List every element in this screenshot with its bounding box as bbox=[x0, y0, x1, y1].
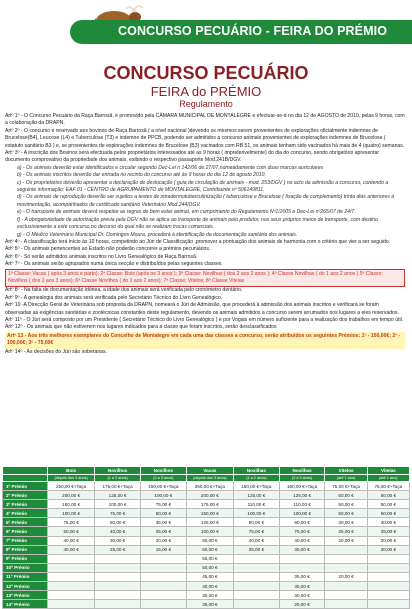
table-cell: 100,00 € bbox=[140, 491, 186, 500]
column-header: Vitelos bbox=[325, 467, 367, 475]
column-subheader: (2 a 3 anos) bbox=[279, 475, 325, 482]
table-cell: 40,00 € bbox=[48, 545, 95, 554]
table-cell: 30,00 € bbox=[279, 591, 325, 600]
article: Artº 5º - Os animais pertencentes ao Estado não poderão concorrer a prémios pecuniários. bbox=[5, 246, 211, 253]
article: Artº 4º - A classificação terá início às 10 horas, competindo ao Júri de Classificação ,promover a pontuação dos animais de harmonia com o critério que vier a ser seguido. bbox=[5, 238, 391, 245]
article: Artº 7º - Os animais serão agrupados numa única secção e distribuídos pelas seguintes classes. bbox=[5, 261, 223, 268]
table-cell bbox=[325, 600, 367, 609]
table-cell bbox=[48, 572, 95, 581]
article: Artº 9º - A genealogia dos animais será verificada pelo Secretário Técnico do Livro Genealógico. bbox=[5, 294, 223, 301]
column-header: Novilhos bbox=[95, 467, 141, 475]
table-cell: 55,00 € bbox=[186, 554, 233, 563]
article: Artº 11º - O Júri será composto por um Presidente ( Secretário Técnico do Livro Genealógico ) e por Vogais em número suficiente para a realização dos trabalhos em tempo útil. bbox=[5, 316, 404, 323]
table-cell bbox=[95, 582, 141, 591]
table-cell: 50,00 € bbox=[325, 509, 367, 518]
table-cell bbox=[48, 554, 95, 563]
table-cell bbox=[95, 572, 141, 581]
table-cell bbox=[48, 563, 95, 572]
table-cell: 110,00 € bbox=[233, 500, 279, 509]
table-cell bbox=[325, 582, 367, 591]
column-subheader: (2 a 3 anos) bbox=[140, 475, 186, 482]
sub-item: a) - Os animais deverão estar identificados e circular segundo Dec-Lei n 142/06 de 27/07,nomeadamente com duas marcas auriculares bbox=[17, 164, 324, 171]
table-cell: 25,00 € bbox=[140, 527, 186, 536]
table-cell: 150,00 €+Taça bbox=[233, 482, 279, 491]
table-cell: 200,00 € bbox=[48, 491, 95, 500]
table-cell bbox=[95, 563, 141, 572]
table-row bbox=[3, 482, 410, 491]
table-corner bbox=[3, 475, 48, 482]
table-cell: 175,00 €+Taça bbox=[95, 482, 141, 491]
table-cell: 35,00 € bbox=[233, 545, 279, 554]
table-corner bbox=[3, 467, 48, 475]
table-cell bbox=[367, 554, 409, 563]
column-header: Novilhos bbox=[140, 467, 186, 475]
table-cell: 50,00 € bbox=[140, 509, 186, 518]
table-cell: 125,00 € bbox=[186, 518, 233, 527]
column-header: Vitelas bbox=[367, 467, 409, 475]
table-cell bbox=[233, 600, 279, 609]
table-cell: 110,00 € bbox=[279, 500, 325, 509]
table-row bbox=[3, 518, 410, 527]
page-subtitle: FEIRA do PRÉMIO bbox=[150, 84, 262, 99]
table-cell: 100,00 € bbox=[233, 509, 279, 518]
table-cell: 30,00 € bbox=[95, 536, 141, 545]
table-cell: 150,00 € bbox=[48, 500, 95, 509]
table-row bbox=[3, 582, 410, 591]
table-cell bbox=[367, 572, 409, 581]
table-cell: 40,00 € bbox=[233, 536, 279, 545]
table-cell: 100,00 € bbox=[279, 509, 325, 518]
table-row bbox=[3, 509, 410, 518]
row-label: 3º Prémio bbox=[3, 500, 48, 509]
table-cell: 50,00 € bbox=[186, 563, 233, 572]
row-label: 2º Prémio bbox=[3, 491, 48, 500]
sub-item: d) - Os animais de reprodução deverão ser sujeitos a testes de intradermotuberculinização ( tuberculose e Brucelose ( fixação de complemento) trinta dias anteriores à movimentação, acompanhados de certificado sanitário Veterinário Mod.244/DGV. bbox=[17, 194, 395, 208]
row-label: 13º Prémio bbox=[3, 591, 48, 600]
column-subheader: (até 1 ano) bbox=[367, 475, 409, 482]
row-label: 7º Prémio bbox=[3, 536, 48, 545]
table-cell: 50,00 € bbox=[325, 500, 367, 509]
prize-article: Artº 13 - Aos três melhores exemplares do Concelho de Montalegre em cada uma das classes a concurso, serão atribuídos os seguintes Prémios: 1º - 150,00€; 2º - 100,00€; 3º - 75,00€ bbox=[5, 332, 405, 349]
table-cell: 200,00 € bbox=[186, 491, 233, 500]
column-header: Novilhas bbox=[233, 467, 279, 475]
row-label: 1º Prémio bbox=[3, 482, 48, 491]
table-cell: 75,00 € bbox=[95, 509, 141, 518]
sub-item: e) - O transporte de animais deverá respeitar as regras de bem estar animal, em cumprimento do Regulamento Nº1/2005 e Dec-Lei nº265/07 de 24/7. bbox=[17, 209, 356, 216]
table-cell: 25,00 € bbox=[279, 600, 325, 609]
header-banner bbox=[0, 0, 412, 48]
row-label: 10º Prémio bbox=[3, 563, 48, 572]
row-label: 8º Prémio bbox=[3, 545, 48, 554]
sub-item: g) - O Médico Veterinário Municipal Dr. Domingos Moura, procederá à identificação da documentação sanitária dos animais. bbox=[17, 231, 298, 238]
table-cell: 75,00 €+Taça bbox=[325, 482, 367, 491]
table-cell: 20,00 € bbox=[140, 536, 186, 545]
table-cell: 60,00 € bbox=[367, 491, 409, 500]
table-cell: 75,00 € bbox=[48, 518, 95, 527]
column-header: Novilhas bbox=[279, 467, 325, 475]
article: Artº 1º - O Concurso Pecuário da Raça Barrosã, é promovido pela CÂMARA MUNICIPAL DE MONTALEGRE e efectuar-se-á no dia 12 de AGOSTO de 2010, pelas 9 horas, com a colaboração da DRAPN. bbox=[5, 113, 405, 127]
table-cell bbox=[233, 591, 279, 600]
banner-title: CONCURSO PECUÁRIO - FEIRA DO PRÉMIO bbox=[118, 24, 388, 38]
table-cell: 160,00 €+Taça bbox=[279, 482, 325, 491]
column-header: Vacas bbox=[186, 467, 233, 475]
sub-item: f) - A obrigatoriedade de autorização prévia pela DGV não se aplica ao transporte de animais pelo produtor, nos seus próprios meios de transporte, com destino exclusivamente a este concurso,no decurso do qual não se realizam trocas comerciais. bbox=[17, 216, 378, 231]
table-cell: 25,00 € bbox=[367, 527, 409, 536]
table-cell: 35,00 € bbox=[279, 545, 325, 554]
row-label: 12º Prémio bbox=[3, 582, 48, 591]
table-row bbox=[3, 545, 410, 554]
table-cell: 100,00 € bbox=[48, 509, 95, 518]
row-label: 5º Prémio bbox=[3, 518, 48, 527]
column-subheader: (depois dos 3 anos) bbox=[48, 475, 95, 482]
table-cell: 25,00 € bbox=[325, 527, 367, 536]
table-cell: 50,00 € bbox=[95, 518, 141, 527]
article: Artº 10 -A Direcção Geral de Veterinária sob proposta da DRAPN, nomeará o Júri de Admissão, que procederá à admissão dos animais inscritos e verificará se foram observadas as exigências sanitárias e zootécnicas constantes deste regulamento, devendo os animais admitidos a concurso serem arrumados nos lugares a eles reservados. bbox=[5, 302, 399, 316]
table-cell: 75,00 €+Taça bbox=[367, 482, 409, 491]
table-cell: 40,00 € bbox=[279, 536, 325, 545]
table-cell: 60,00 € bbox=[325, 491, 367, 500]
table-cell: 250,00 €+Taça bbox=[48, 482, 95, 491]
table-cell bbox=[140, 554, 186, 563]
table-row bbox=[3, 527, 410, 536]
article: Artº 14º - As decisões do Júri são soberanas. bbox=[5, 348, 107, 355]
table-cell: 75,00 € bbox=[233, 527, 279, 536]
table-cell bbox=[48, 582, 95, 591]
section-title: Regulamento bbox=[179, 99, 233, 109]
table-cell bbox=[367, 563, 409, 572]
table-cell bbox=[140, 572, 186, 581]
table-cell: 100,00 € bbox=[95, 500, 141, 509]
article: Artº 3º - A inscrição dos Bovinos será efectuada pelos proprietários interessados até as 9 horas ( impreterivelmente) do dia do concurso, sendo obrigatório apresentar documento comprovativo da propriedade dos animais, exibindo o respectivo passaporte Mod.241B/DGV. bbox=[5, 150, 380, 164]
row-label: 6º Prémio bbox=[3, 527, 48, 536]
table-cell: 125,00 € bbox=[233, 491, 279, 500]
table-cell: 40,00 € bbox=[48, 536, 95, 545]
classes-box: 1ª Classe: Vacas ( após 3 anos e parto); 2ª Classe: Bois (após os 3 anos ); 3ª Classe: Novilhas ( dos 2 aos 3 anos ); 4ª Classe Novilhas ( do 1 aos 2 anos ) 5ª Classe: Novilhos ( dos 2 aos 3 anos); 6ª Classe Novilhos ( do 1 aos 2 anos); 7ª Classe: Vitelos; 8ª Classe Vitelas bbox=[5, 269, 405, 288]
table-cell: 50,00 € bbox=[48, 527, 95, 536]
table-cell bbox=[233, 554, 279, 563]
row-label: 4º Prémio bbox=[3, 509, 48, 518]
column-subheader: (1 a 2 anos) bbox=[233, 475, 279, 482]
table-cell: 75,00 € bbox=[140, 500, 186, 509]
table-cell bbox=[325, 563, 367, 572]
table-cell: 30,00 € bbox=[367, 518, 409, 527]
column-subheader: (até 1 ano) bbox=[325, 475, 367, 482]
table-cell: 20,00 € bbox=[367, 545, 409, 554]
table-cell bbox=[140, 591, 186, 600]
table-cell: 75,00 € bbox=[279, 527, 325, 536]
table-cell: 50,00 € bbox=[367, 509, 409, 518]
table-cell: 30,00 € bbox=[325, 518, 367, 527]
table-cell: 35,00 € bbox=[140, 518, 186, 527]
table-cell: 35,00 € bbox=[279, 572, 325, 581]
table-cell: 50,00 € bbox=[367, 500, 409, 509]
table-cell bbox=[325, 545, 367, 554]
table-cell: 25,00 € bbox=[186, 600, 233, 609]
article: Artº 6º - Só serão admitidos animais inscritos no Livro Genealógico de Raça Barrosã. bbox=[5, 253, 198, 260]
table-cell bbox=[325, 554, 367, 563]
table-cell bbox=[367, 600, 409, 609]
table-row bbox=[3, 563, 410, 572]
table-cell: 90,00 € bbox=[233, 518, 279, 527]
table-cell: 60,00 € bbox=[186, 545, 233, 554]
table-row bbox=[3, 572, 410, 581]
table-cell: 175,00 € bbox=[186, 500, 233, 509]
table-cell: 150,00 €+Taça bbox=[140, 482, 186, 491]
table-cell bbox=[279, 563, 325, 572]
table-cell bbox=[48, 591, 95, 600]
table-header-row bbox=[3, 467, 410, 475]
table-cell: 100,00 € bbox=[186, 527, 233, 536]
table-cell: 45,00 € bbox=[186, 572, 233, 581]
table-cell: 20,00 € bbox=[325, 536, 367, 545]
table-cell bbox=[279, 554, 325, 563]
table-row bbox=[3, 554, 410, 563]
table-cell bbox=[140, 563, 186, 572]
table-cell: 30,00 € bbox=[186, 591, 233, 600]
table-row bbox=[3, 491, 410, 500]
table-row bbox=[3, 591, 410, 600]
row-label: 9º Prémio bbox=[3, 554, 48, 563]
table-cell bbox=[325, 591, 367, 600]
table-row bbox=[3, 500, 410, 509]
table-cell bbox=[95, 591, 141, 600]
table-cell: 40,00 € bbox=[186, 582, 233, 591]
table-cell: 125,00 € bbox=[279, 491, 325, 500]
table-cell: 20,00 € bbox=[325, 572, 367, 581]
table-cell bbox=[233, 582, 279, 591]
table-cell: 65,00 € bbox=[186, 536, 233, 545]
table-cell: 20,00 € bbox=[367, 536, 409, 545]
page-title: CONCURSO PECUÁRIO bbox=[103, 63, 309, 83]
table-cell: 25,00 € bbox=[95, 545, 141, 554]
table-cell bbox=[233, 563, 279, 572]
table-cell bbox=[48, 600, 95, 609]
sub-item: c) - Os proprietários deverão apresentar a declaração de deslocação ( guia de circulação de animais - mod. 253/DGV ) no acto da admissão a concurso, contendo a seguinte informação: EAF 01 - CENTRO de AGRUPAMENTO de MONTALEGRE, Contribuinte nº 506149811. bbox=[17, 179, 389, 194]
table-cell: 250,00 €+Taça bbox=[186, 482, 233, 491]
column-subheader: (depois dos 3 anos) bbox=[186, 475, 233, 482]
table-cell bbox=[140, 600, 186, 609]
table-cell bbox=[140, 582, 186, 591]
table-cell bbox=[95, 600, 141, 609]
table-row bbox=[3, 536, 410, 545]
table-cell: 150,00 € bbox=[186, 509, 233, 518]
table-subheader-row bbox=[3, 475, 410, 482]
table-cell bbox=[233, 572, 279, 581]
article: Artº 8º - Na falta de documentação idónea, a idade dos animais será verificada pelo cronómetro dentário. bbox=[5, 287, 243, 294]
row-label: 11º Prémio bbox=[3, 572, 48, 581]
regulation-text bbox=[5, 113, 405, 356]
column-header: Bois bbox=[48, 467, 95, 475]
table-cell: 35,00 € bbox=[279, 582, 325, 591]
table-cell: 40,00 € bbox=[95, 527, 141, 536]
table-cell bbox=[367, 591, 409, 600]
table-row bbox=[3, 600, 410, 609]
row-label: 14º Prémio bbox=[3, 600, 48, 609]
table-cell: 15,00 € bbox=[140, 545, 186, 554]
prize-table bbox=[2, 466, 410, 609]
article: Artº 12º - Os animais que não estiverem nos lugares indicados para a classe que foram inscritos, serão desclassificados bbox=[5, 324, 277, 331]
table-cell bbox=[367, 582, 409, 591]
table-cell: 90,00 € bbox=[279, 518, 325, 527]
table-cell: 125,00 € bbox=[95, 491, 141, 500]
column-subheader: (1 a 2 anos) bbox=[95, 475, 141, 482]
table-cell bbox=[95, 554, 141, 563]
article: Artº 2º - O concurso é reservado aos bovinos de Raça Barrosã ( a nível nacional )devendo os mesmos serem provenientes de explorações oficialmente indemnes de Brucelose(B4), Leucose (L4) e Tuberculose (T3) e indemne de PPCB, podendo ser admitidos a concurso animais provenientes de explorações indemnes de Brucelose ( estatuto sanitário B3 ) e, se provenientes de explorações indemnes de Brucelose (B3) vacinados com RB 51, os animais tenham sido vacinados há mais de 4 (quatro) semanas. bbox=[5, 127, 405, 149]
sub-item: b) - Os animais inscritos deverão dar entrada no recinto do concurso até às 9 horas do dia 12 de agosto 2010. bbox=[17, 172, 266, 179]
